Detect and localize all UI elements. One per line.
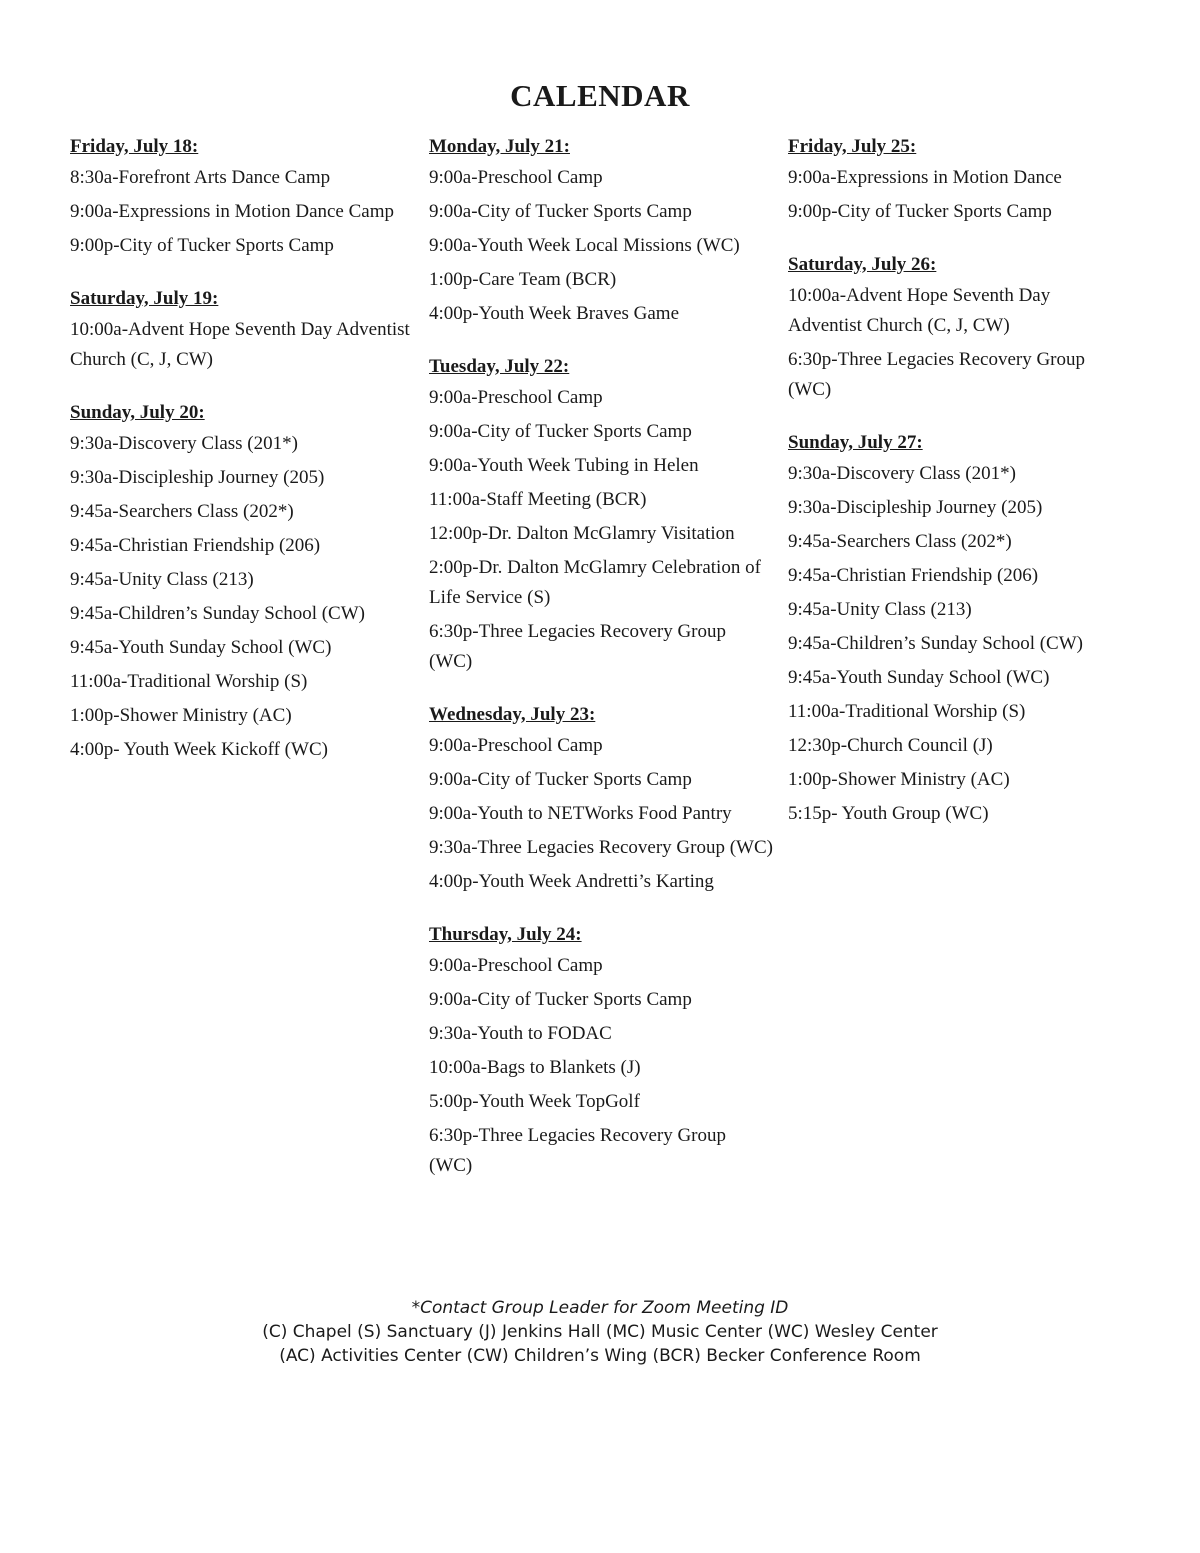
day-block	[429, 133, 774, 331]
event-item: 6:30p-Three Legacies Recovery Group (WC)	[788, 349, 1086, 400]
event-item: 1:00p-Shower Ministry (AC)	[70, 705, 292, 726]
event-item: 11:00a-Staff Meeting (BCR)	[429, 489, 647, 510]
event-item: 9:00a-City of Tucker Sports Camp	[429, 201, 692, 222]
event-item: 8:30a-Forefront Arts Dance Camp	[70, 167, 331, 188]
event-item: 9:45a-Unity Class (213)	[70, 569, 254, 590]
event-item: 11:00a-Traditional Worship (S)	[788, 701, 1026, 722]
day-block	[429, 921, 774, 1183]
day-heading: Wednesday, July 23:	[429, 704, 596, 725]
event-item: 9:00p-City of Tucker Sports Camp	[788, 201, 1052, 222]
day-heading: Tuesday, July 22:	[429, 356, 570, 377]
day-heading: Sunday, July 20:	[70, 402, 205, 423]
event-item: 9:45a-Children’s Sunday School (CW)	[70, 603, 365, 624]
day-block	[70, 285, 420, 377]
event-item: 9:30a-Discovery Class (201*)	[70, 433, 298, 454]
event-item: 9:45a-Unity Class (213)	[788, 599, 972, 620]
event-item: 9:00a-Preschool Camp	[429, 167, 603, 188]
event-item: 5:00p-Youth Week TopGolf	[429, 1091, 640, 1112]
day-heading: Saturday, July 19:	[70, 288, 219, 309]
event-item: 5:15p- Youth Group (WC)	[788, 803, 989, 824]
event-item: 9:30a-Discipleship Journey (205)	[788, 497, 1043, 518]
day-heading: Saturday, July 26:	[788, 254, 937, 275]
day-block	[429, 701, 774, 899]
day-heading: Monday, July 21:	[429, 136, 570, 157]
event-item: 9:45a-Searchers Class (202*)	[70, 501, 294, 522]
day-block	[429, 353, 774, 679]
event-item: 9:45a-Christian Friendship (206)	[788, 565, 1039, 586]
event-item: 1:00p-Shower Ministry (AC)	[788, 769, 1010, 790]
event-item: 9:00a-City of Tucker Sports Camp	[429, 769, 692, 790]
event-item: 9:45a-Christian Friendship (206)	[70, 535, 321, 556]
day-heading: Sunday, July 27:	[788, 432, 923, 453]
page-title: CALENDAR	[510, 78, 690, 113]
event-item: 9:30a-Discipleship Journey (205)	[70, 467, 325, 488]
day-heading: Friday, July 18:	[70, 136, 199, 157]
day-block	[788, 251, 1118, 407]
footer	[0, 1296, 1200, 1368]
event-item: 9:00a-Preschool Camp	[429, 735, 603, 756]
event-item: 6:30p-Three Legacies Recovery Group (WC)	[429, 1125, 727, 1176]
day-block	[70, 399, 420, 767]
event-item: 9:00a-Expressions in Motion Dance Camp	[70, 201, 395, 222]
event-item: 2:00p-Dr. Dalton McGlamry Celebration of Life Service (S)	[429, 557, 761, 608]
event-item: 9:00a-Preschool Camp	[429, 955, 603, 976]
day-block	[788, 133, 1118, 229]
event-item: 12:30p-Church Council (J)	[788, 735, 993, 756]
event-item: 4:00p- Youth Week Kickoff (WC)	[70, 739, 328, 760]
event-item: 9:00a-Expressions in Motion Dance	[788, 167, 1062, 188]
day-heading: Thursday, July 24:	[429, 924, 582, 945]
event-item: 9:45a-Searchers Class (202*)	[788, 531, 1012, 552]
event-item: 9:30a-Three Legacies Recovery Group (WC)	[429, 837, 773, 858]
location-legend-line-1: (C) Chapel (S) Sanctuary (J) Jenkins Hall (MC) Music Center (WC) Wesley Center	[262, 1322, 938, 1342]
day-block	[788, 429, 1118, 831]
event-item: 10:00a-Advent Hope Seventh Day Adventist Church (C, J, CW)	[70, 319, 410, 370]
event-item: 12:00p-Dr. Dalton McGlamry Visitation	[429, 523, 735, 544]
event-item: 4:00p-Youth Week Braves Game	[429, 303, 680, 324]
event-item: 9:00a-City of Tucker Sports Camp	[429, 421, 692, 442]
event-item: 6:30p-Three Legacies Recovery Group (WC)	[429, 621, 727, 672]
event-item: 9:00a-Preschool Camp	[429, 387, 603, 408]
event-item: 9:30a-Youth to FODAC	[429, 1023, 612, 1044]
event-item: 9:00a-Youth Week Tubing in Helen	[429, 455, 699, 476]
calendar-column-3	[788, 133, 1118, 853]
event-item: 9:30a-Discovery Class (201*)	[788, 463, 1016, 484]
event-item: 9:45a-Youth Sunday School (WC)	[70, 637, 332, 658]
event-item: 4:00p-Youth Week Andretti’s Karting	[429, 871, 714, 892]
calendar-column-1	[70, 133, 420, 789]
event-item: 9:00p-City of Tucker Sports Camp	[70, 235, 334, 256]
event-item: 9:45a-Children’s Sunday School (CW)	[788, 633, 1083, 654]
location-legend-line-2: (AC) Activities Center (CW) Children’s Wing (BCR) Becker Conference Room	[279, 1346, 921, 1366]
zoom-note: *Contact Group Leader for Zoom Meeting ID	[411, 1298, 789, 1318]
event-item: 1:00p-Care Team (BCR)	[429, 269, 617, 290]
event-item: 10:00a-Bags to Blankets (J)	[429, 1057, 641, 1078]
day-block	[70, 133, 420, 263]
event-item: 11:00a-Traditional Worship (S)	[70, 671, 308, 692]
calendar-column-2	[429, 133, 774, 1205]
event-item: 10:00a-Advent Hope Seventh Day Adventist Church (C, J, CW)	[788, 285, 1051, 336]
event-item: 9:00a-Youth Week Local Missions (WC)	[429, 235, 740, 256]
event-item: 9:00a-Youth to NETWorks Food Pantry	[429, 803, 732, 824]
event-item: 9:00a-City of Tucker Sports Camp	[429, 989, 692, 1010]
event-item: 9:45a-Youth Sunday School (WC)	[788, 667, 1050, 688]
day-heading: Friday, July 25:	[788, 136, 917, 157]
